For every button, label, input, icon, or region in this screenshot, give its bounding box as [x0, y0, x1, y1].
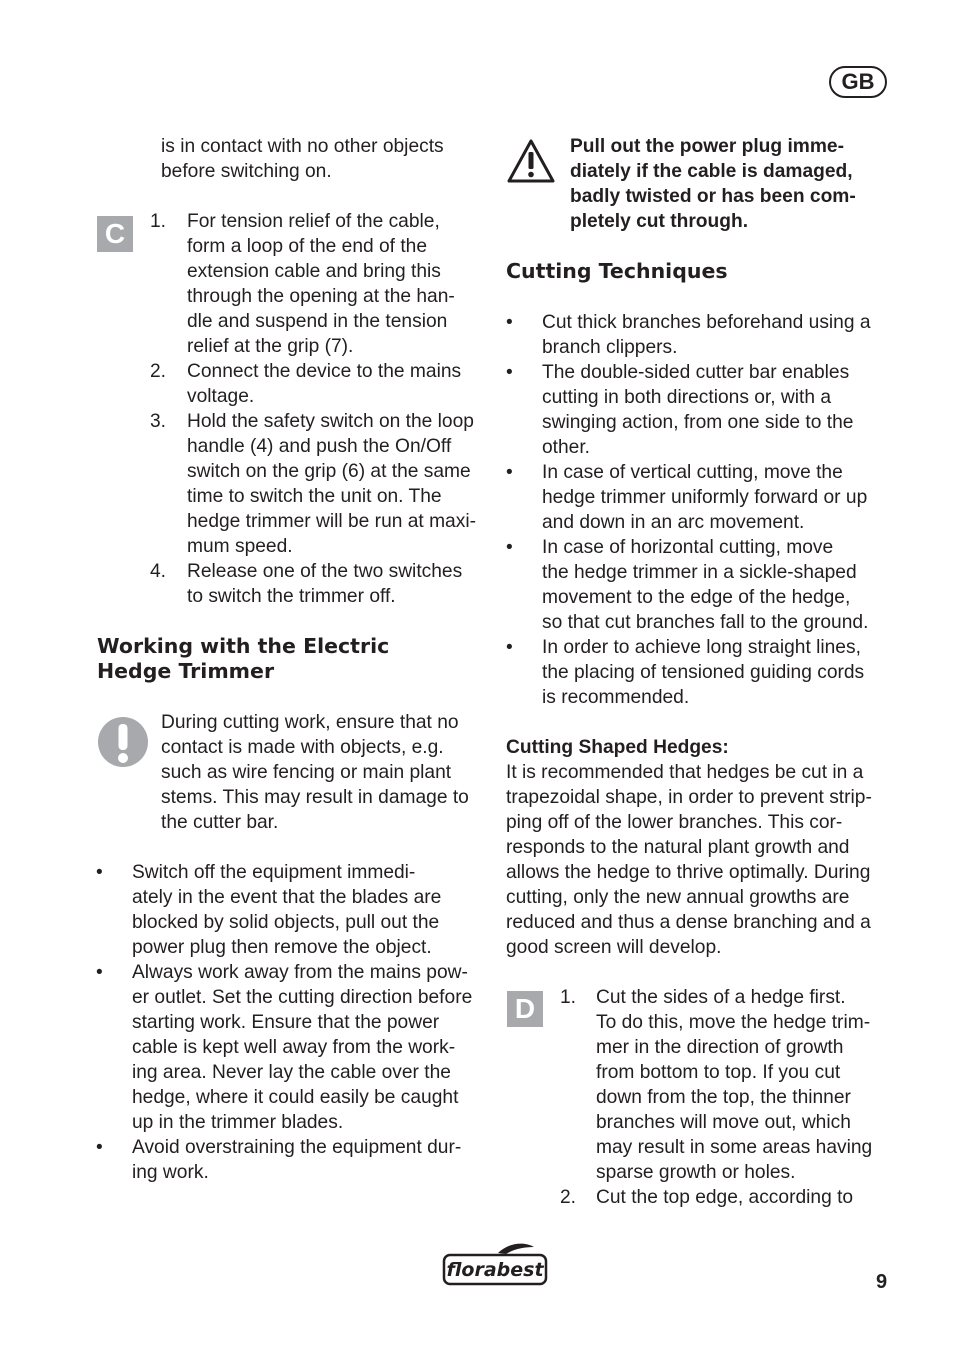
text-line: badly twisted or has been com-	[570, 186, 856, 207]
text-line: relief at the grip (7).	[187, 336, 354, 357]
text-line: through the opening at the han-	[187, 286, 455, 307]
text-line: reduced and thus a dense branching and a	[506, 912, 871, 933]
text-line: movement to the edge of the hedge,	[542, 587, 851, 608]
text-line: before switching on.	[161, 161, 332, 182]
text-line: ately in the event that the blades are	[132, 887, 442, 908]
text-line: In case of vertical cutting, move the	[542, 462, 843, 483]
text-line: power plug then remove the object.	[132, 937, 432, 958]
text-line: branch clippers.	[542, 337, 678, 358]
intro-paragraph	[161, 134, 444, 184]
text-line: voltage.	[187, 386, 255, 407]
text-line: may result in some areas having	[596, 1137, 873, 1158]
text-line: branches will move out, which	[596, 1112, 851, 1133]
text-line: the placing of tensioned guiding cords	[542, 662, 865, 683]
shaped-hedges-heading: Cutting Shaped Hedges:	[506, 737, 729, 758]
text-line: is in contact with no other objects	[161, 136, 444, 157]
text-line: Cut the top edge, according to	[596, 1187, 854, 1208]
heading-line: Hedge Trimmer	[97, 659, 275, 683]
text-line: down from the top, the thinner	[596, 1087, 851, 1108]
text-line: is recommended.	[542, 687, 690, 708]
language-badge: GB	[829, 66, 887, 98]
text-line: Pull out the power plug imme-	[570, 136, 844, 157]
list-item	[506, 360, 896, 460]
text-line: In case of horizontal cutting, move	[542, 537, 834, 558]
caution-icon	[97, 716, 149, 768]
list-item	[506, 635, 896, 710]
text-line: cable is kept well away from the work-	[132, 1037, 456, 1058]
step-c-list	[150, 209, 490, 609]
list-number: 1.	[560, 987, 577, 1008]
heading-line: Working with the Electric	[97, 634, 390, 658]
text-line: blocked by solid objects, pull out the	[132, 912, 440, 933]
text-line: Release one of the two switches	[187, 561, 463, 582]
list-number: 4.	[150, 561, 167, 582]
text-line: To do this, move the hedge trim-	[596, 1012, 871, 1033]
text-line: to switch the trimmer off.	[187, 586, 396, 607]
text-line: mer in the direction of growth	[596, 1037, 844, 1058]
text-line: During cutting work, ensure that no	[161, 712, 459, 733]
list-item	[150, 209, 490, 359]
bullet-icon: •	[96, 962, 103, 983]
text-line: responds to the natural plant growth and	[506, 837, 850, 858]
list-item	[506, 535, 896, 635]
right-bullet-list	[506, 310, 896, 710]
list-item	[96, 860, 486, 960]
text-line: Hold the safety switch on the loop	[187, 411, 474, 432]
list-item	[506, 310, 896, 360]
text-line: ing area. Never lay the cable over the	[132, 1062, 451, 1083]
list-item	[150, 559, 490, 609]
list-item	[96, 1135, 486, 1185]
text-line: such as wire fencing or main plant	[161, 762, 452, 783]
page-number: 9	[876, 1271, 888, 1293]
list-item	[150, 409, 490, 559]
text-line: so that cut branches fall to the ground.	[542, 612, 869, 633]
text-line: diately if the cable is damaged,	[570, 161, 853, 182]
list-number: 2.	[150, 361, 167, 382]
text-line: er outlet. Set the cutting direction before	[132, 987, 473, 1008]
text-line: from bottom to top. If you cut	[596, 1062, 841, 1083]
bullet-icon: •	[506, 537, 513, 558]
text-line: It is recommended that hedges be cut in a	[506, 762, 864, 783]
text-line: stems. This may result in damage to	[161, 787, 469, 808]
list-number: 2.	[560, 1187, 577, 1208]
bullet-icon: •	[96, 1137, 103, 1158]
text-line: hedge, where it could easily be caught	[132, 1087, 459, 1108]
text-line: the hedge trimmer in a sickle-shaped	[542, 562, 857, 583]
bullet-icon: •	[506, 637, 513, 658]
text-line: starting work. Ensure that the power	[132, 1012, 440, 1033]
text-line: In order to achieve long straight lines,	[542, 637, 861, 658]
text-line: form a loop of the end of the	[187, 236, 428, 257]
list-item	[560, 985, 900, 1185]
text-line: time to switch the unit on. The	[187, 486, 442, 507]
text-line: Connect the device to the mains	[187, 361, 462, 382]
left-bullet-list	[96, 860, 486, 1185]
text-line: swinging action, from one side to the	[542, 412, 854, 433]
text-line: cutting in both directions or, with a	[542, 387, 832, 408]
warning-text	[570, 134, 856, 234]
text-line: other.	[542, 437, 591, 458]
text-line: dle and suspend in the tension	[187, 311, 448, 332]
text-line: ing work.	[132, 1162, 209, 1183]
text-line: extension cable and bring this	[187, 261, 441, 282]
text-line: sparse growth or holes.	[596, 1162, 796, 1183]
list-number: 1.	[150, 211, 167, 232]
bullet-icon: •	[96, 862, 103, 883]
text-line: up in the trimmer blades.	[132, 1112, 344, 1133]
text-line: switch on the grip (6) at the same	[187, 461, 471, 482]
list-number: 3.	[150, 411, 167, 432]
text-line: For tension relief of the cable,	[187, 211, 440, 232]
text-line: Always work away from the mains pow-	[132, 962, 468, 983]
bullet-icon: •	[506, 362, 513, 383]
text-line: Switch off the equipment immedi-	[132, 862, 416, 883]
text-line: the cutter bar.	[161, 812, 279, 833]
text-line: cutting, only the new annual growths are	[506, 887, 850, 908]
text-line: and down in an arc movement.	[542, 512, 805, 533]
text-line: The double-sided cutter bar enables	[542, 362, 850, 383]
list-item	[560, 1185, 900, 1210]
text-line: good screen will develop.	[506, 937, 722, 958]
florabest-logo	[442, 1243, 548, 1287]
text-line: pletely cut through.	[570, 211, 749, 232]
logo-text: florabest	[446, 1259, 544, 1281]
text-line: hedge trimmer uniformly forward or up	[542, 487, 868, 508]
list-item	[506, 460, 896, 535]
text-line: trapezoidal shape, in order to prevent strip-	[506, 787, 872, 808]
text-line: handle (4) and push the On/Off	[187, 436, 452, 457]
warning-triangle-icon	[506, 138, 556, 184]
text-line: Cut thick branches beforehand using a	[542, 312, 871, 333]
text-line: allows the hedge to thrive optimally. During	[506, 862, 871, 883]
bullet-icon: •	[506, 312, 513, 333]
text-line: contact is made with objects, e.g.	[161, 737, 444, 758]
text-line: mum speed.	[187, 536, 293, 557]
text-line: ping off of the lower branches. This cor-	[506, 812, 843, 833]
text-line: hedge trimmer will be run at maxi-	[187, 511, 476, 532]
cutting-techniques-heading: Cutting Techniques	[506, 259, 728, 283]
step-letter-c: C	[97, 216, 133, 252]
shaped-hedges-section	[506, 735, 872, 960]
text-line: Avoid overstraining the equipment dur-	[132, 1137, 462, 1158]
step-d-list	[560, 985, 900, 1210]
caution-text	[161, 710, 469, 835]
list-item	[150, 359, 490, 409]
text-line: Cut the sides of a hedge first.	[596, 987, 846, 1008]
bullet-icon: •	[506, 462, 513, 483]
step-letter-d: D	[507, 991, 543, 1027]
list-item	[96, 960, 486, 1135]
working-heading	[97, 634, 389, 684]
